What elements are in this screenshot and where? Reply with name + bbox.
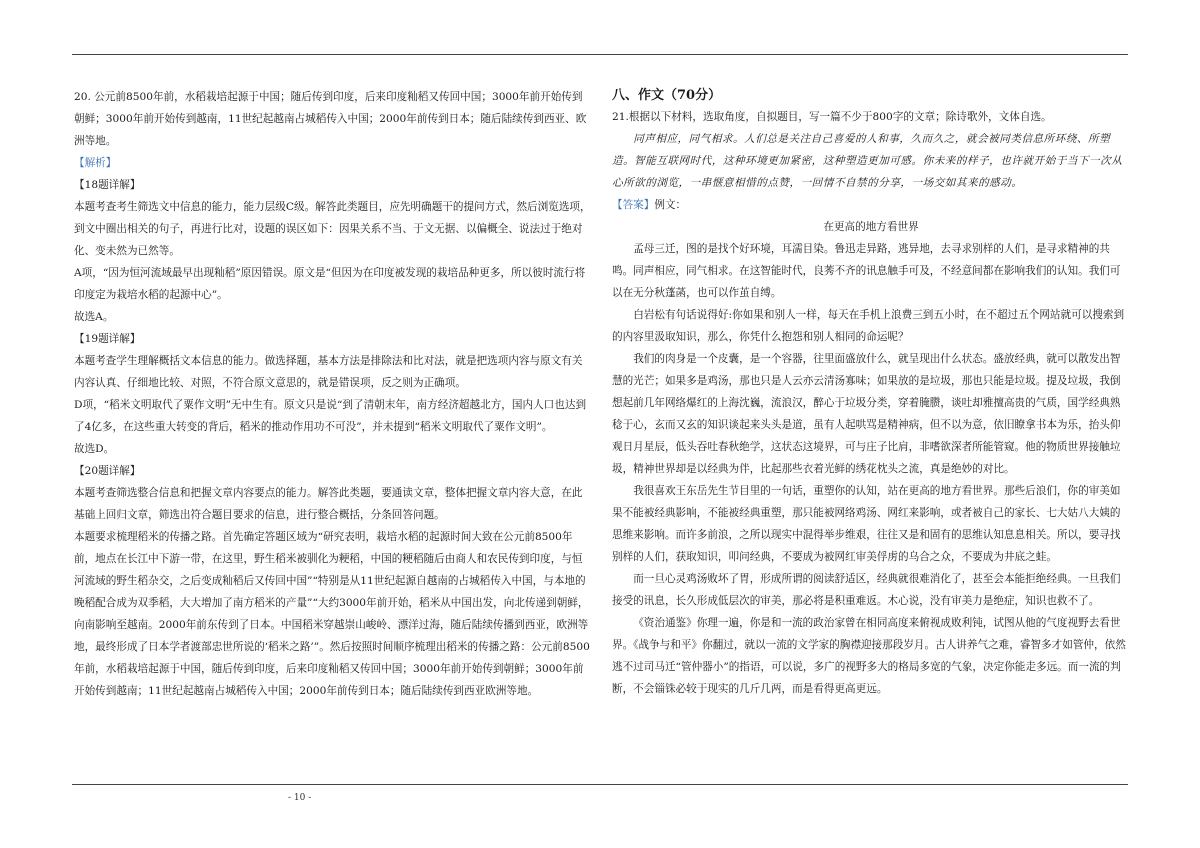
q19-title: 【19题详解】 [74, 333, 141, 345]
answer-tag: 【答案】 [612, 199, 655, 211]
q20-title: 【20题详解】 [74, 465, 141, 477]
left-column [74, 86, 592, 702]
right-column [612, 84, 1130, 700]
essay-paragraph-1: 孟母三迁，图的是找个好环境，耳濡目染。鲁迅走异路，逃异地，去寻求别样的人们，是寻求精神的共鸣。同声相应，同气相求。在这智能时代，良莠不齐的讯息触手可及，不经意间都在影响我们的认知。我们可以在无分秋蓬菡，也可以作茧自缚。 [612, 243, 1121, 299]
top-rule [72, 54, 1128, 55]
essay-material: 同声相应，同气相求。人们总是关注自己喜爱的人和事，久而久之，就会被同类信息所环绕、所塑造。智能互联网时代，这种环境更加紧密，这种塑造更加可感。你未来的样子，也许就开始于当下一次从心所欲的浏览，一串惬意相惜的点赞，一回情不自禁的分享，一场交如其来的感动。 [612, 133, 1123, 189]
q18-title: 【18题详解】 [74, 179, 141, 191]
q19-paragraph-1: 本题考查学生理解概括文本信息的能力。做选择题，基本方法是排除法和比对法，就是把选项内容与原文有关内容认真、仔细地比较、对照，不符合原文意思的，就是错误项，反之则为正确项。 [74, 355, 583, 389]
q21-prompt: 21.根据以下材料，选取角度，自拟题目，写一篇不少于800字的文章；除诗歌外，文体自选。 [612, 111, 1052, 123]
q19-choice: 故选D。 [74, 443, 115, 455]
section-heading: 八、作文（70分） [612, 88, 722, 103]
q20-answer: 20. 公元前8500年前，水稻栽培起源于中国；随后传到印度，后来印度籼稻又传回中国；3000年前开始传到朝鲜；3000年前开始传到越南，11世纪起越南占城稻传入中国；2000年前传到日本；随后陆续传到西亚、欧洲等地。 [74, 91, 587, 147]
answer-line [612, 194, 1130, 216]
essay-title: 在更高的地方看世界 [823, 221, 919, 233]
essay-paragraph-2: 白岩松有句话说得好:你如果和别人一样，每天在手机上浪费三到五小时，在不超过五个网站就可以搜索到的内容里汲取知识，那么，你凭什么抱怨和别人相同的命运呢？ [612, 309, 1125, 343]
q18-paragraph-2: A项，“因为恒河流域最早出现籼稻”原因错误。原文是“但因为在印度被发现的栽培品种更多，所以彼时流行将印度定为栽培水稻的起源中心”。 [74, 267, 586, 301]
answer-intro: 例文： [654, 199, 687, 211]
q19-paragraph-2: D项，“稻米文明取代了粟作文明”无中生有。原文只是说“到了清朝末年，南方经济超越北方，国内人口也达到了4亿多，在这些重大转变的背后，稻米的推动作用功不可没”，并未提到“稻米文明取代了粟作文明”。 [74, 399, 587, 433]
bottom-rule [72, 784, 1128, 785]
essay-paragraph-5: 而一旦心灵鸡汤败坏了胃，形成所谓的阅读舒适区，经典就很难消化了，甚至会本能拒绝经典。一旦我们接受的讯息，长久形成低层次的审美，那必将是积重难返。木心说，没有审美力是绝症，知识也救不了。 [612, 573, 1121, 607]
q18-paragraph-1: 本题考查考生筛选文中信息的能力，能力层级C级。解答此类题目，应先明确题干的提问方式，然后浏览选项，到文中圈出相关的句子，再进行比对，设题的误区如下：因果关系不当、于文无据、以偏概全、说法过于绝对化、变未然为已然等。 [74, 201, 591, 257]
q18-choice: 故选A。 [74, 311, 114, 323]
q20-paragraph-1: 本题考查筛选整合信息和把握文章内容要点的能力。解答此类题，要通读文章，整体把握文章内容大意，在此基础上回归文章，筛选出符合题目要求的信息，进行整合概括，分条回答问题。 [74, 487, 583, 521]
essay-paragraph-4: 我很喜欢王东岳先生节目里的一句话，重塑你的认知，站在更高的地方看世界。那些后浪们，你的审美如果不能被经典影响，不能被经典重塑，那只能被网络鸡汤、网红来影响，或者被自己的家长、七大姑八大姨的思维来影响。而许多前浪，之所以现实中混得举步维艰，往往又是和固有的思维认知息息相关。所以，要寻找别样的人们，获取知识，叩问经典，不要成为被网红审美俘虏的乌合之众，不要成为井底之蛙。 [612, 485, 1121, 563]
essay-paragraph-3: 我们的肉身是一个皮囊，是一个容器，往里面盛放什么，就呈现出什么状态。盛放经典，就可以散发出智慧的光芒；如果多是鸡汤，那也只是人云亦云清汤寡味；如果放的是垃圾，那也只能是垃圾。提及垃圾，我倒想起前几年网络爆红的上海沈巍，流浪汉，醉心于垃圾分类，穿着腌臜，谈吐却雅擅高贵的气质，国学经典熟稔于心，玄而又玄的知识谈起来头头是道，虽有人起哄骂是精神病，但不以为意，依旧瞭拿书本为乐，抬头仰观日月星辰，低头吞吐春秋绝学，这状态这境界，可与庄子比肩，非嗜欲深者所能管窥。他的物质世界接触垃圾，精神世界却是以经典为伴，比起那些衣着光鲜的绣花枕头之流，真是绝妙的对比。 [612, 353, 1121, 475]
analysis-tag: 【解析】 [74, 157, 117, 169]
essay-paragraph-6: 《资治通鉴》你理一遍，你是和一流的政治家曾在相同高度来俯视成败利钝，试图从他的气度视野去看世界。《战争与和平》你翻过，就以一流的文学家的胸襟迎接那段岁月。古人讲养气之难，睿智多才如管仲，依然逃不过司马迁“管仲器小”的指语，可以说，多广的视野多大的格局多宽的气象，决定你能走多远。而一流的判断，不会锱铢必较于现实的几斤几两，而是看得更高更远。 [612, 617, 1126, 695]
q20-paragraph-2: 本题要求梳理稻米的传播之路。首先确定答题区域为“研究表明，栽培水稻的起源时间大致在公元前8500年前，地点在长江中下游一带，在这里，野生稻米被驯化为粳稻，中国的粳稻随后由商人和农民传到印度，与恒河流域的野生稻杂交，之后变成籼稻后又传回中国”“特别是从11世纪起源自越南的占城稻传入中国，与本地的晚稻配合成为双季稻，大大增加了南方稻米的产量”“大约3000年前开始，稻米从中国出发，向北传递到朝鲜，向南影响至越南。2000年前东传到了日本。中国稻米穿越崇山峻岭、漂洋过海，随后陆续传播到西亚，欧洲等地，最终形成了日本学者渡部忠世所说的‘稻米之路’”。然后按照时间顺序梳理出稻米的传播之路：公元前8500年前，水稻栽培起源于中国，随后传到印度，后来印度籼稻又传回中国；3000年前开始传到朝鲜；3000年前开始传到越南；11世纪起越南占城稻传入中国；2000年前传到日本；随后陆续传到西亚欧洲等地。 [74, 531, 590, 697]
page-number: - 10 - [288, 793, 312, 803]
